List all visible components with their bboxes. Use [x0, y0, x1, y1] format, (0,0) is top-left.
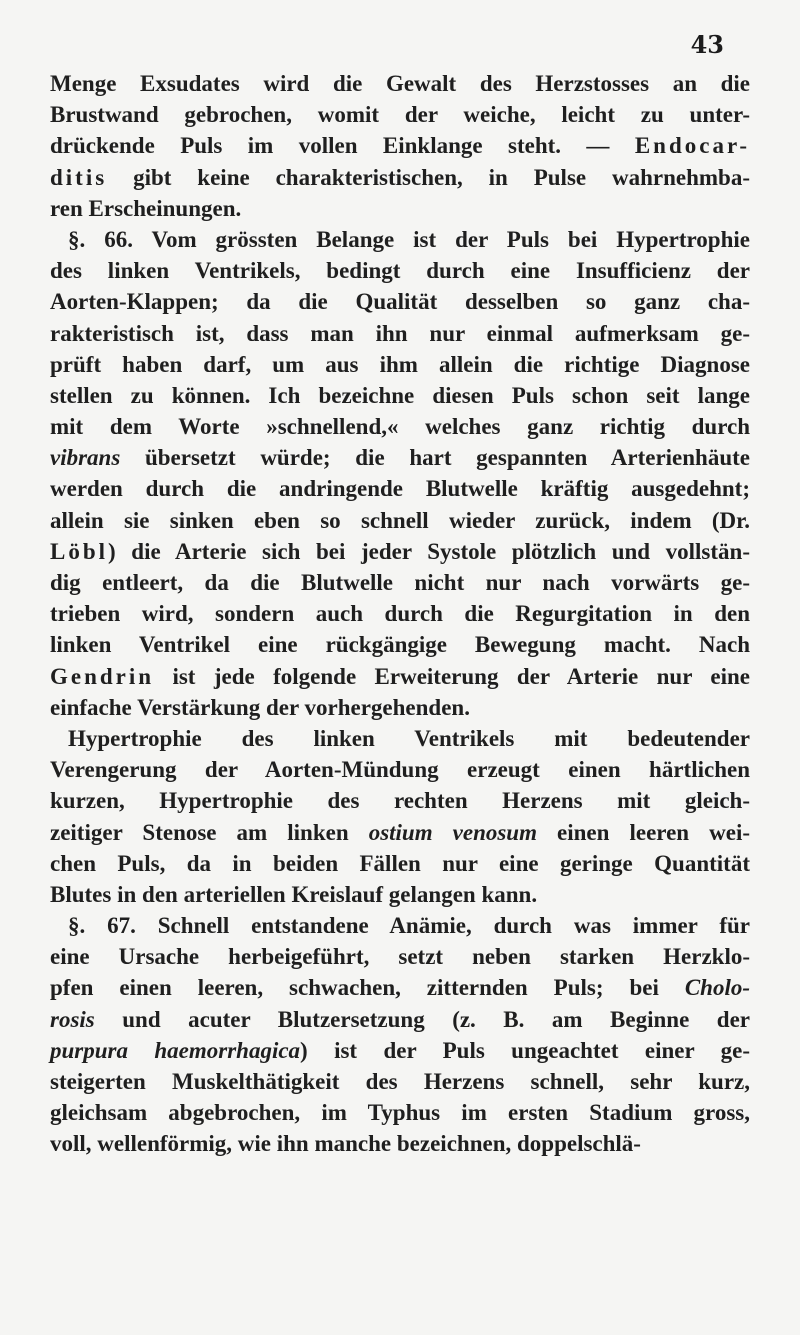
italic-term: vibrans: [50, 445, 121, 471]
text-segment: eine Ursache herbeigeführt, setzt neben starken Herzklo-: [50, 944, 750, 970]
text-line: [50, 411, 750, 442]
text-line: [50, 941, 750, 972]
text-line: [50, 162, 750, 193]
text-segment: drückende Puls im vollen Einklange steht. —: [50, 133, 635, 159]
text-segment: voll, wellenförmig, wie ihn manche bezeichnen, doppelschlä-: [50, 1131, 641, 1157]
italic-term: ostium venosum: [368, 819, 537, 845]
text-line: [50, 1035, 750, 1066]
text-segment: Verengerung der Aorten-Mündung erzeugt einen härtlichen: [50, 757, 750, 783]
text-line: [50, 1097, 750, 1128]
italic-term: rosis: [50, 1006, 95, 1032]
text-segment: pfen einen leeren, schwachen, zitternden Puls; bei: [50, 975, 685, 1001]
text-segment: trieben wird, sondern auch durch die Regurgitation in den: [50, 601, 750, 627]
paragraph: [50, 224, 750, 723]
text-segment: Brustwand gebrochen, womit der weiche, leicht zu unter-: [50, 102, 750, 128]
text-segment: rakteristisch ist, dass man ihn nur einmal aufmerksam ge-: [50, 320, 750, 346]
text-line: [50, 661, 750, 692]
text-line: [50, 1004, 750, 1035]
text-segment: prüft haben darf, um aus ihm allein die richtige Diagnose: [50, 351, 750, 377]
text-line: [50, 1066, 750, 1097]
text-line: [50, 629, 750, 660]
text-line: [50, 723, 750, 754]
text-line: [50, 255, 750, 286]
text-line: [50, 1128, 750, 1159]
text-segment: gleichsam abgebrochen, im Typhus im ersten Stadium gross,: [50, 1100, 750, 1126]
italic-term: Cholo-: [684, 975, 750, 1001]
text-segment: kurzen, Hypertrophie des rechten Herzens mit gleich-: [50, 788, 750, 814]
text-line: [50, 567, 750, 598]
text-segment: einen leeren wei-: [537, 819, 750, 845]
paragraph: [50, 68, 750, 224]
text-line: [50, 598, 750, 629]
text-segment: und acuter Blutzersetzung (z. B. am Beginne der: [94, 1006, 750, 1032]
text-line: [50, 318, 750, 349]
text-line: [50, 380, 750, 411]
text-line: [50, 68, 750, 99]
text-segment: mit dem Worte »schnellend,« welches ganz richtig durch: [50, 414, 750, 440]
text-segment: steigerten Muskelthätigkeit des Herzens schnell, sehr kurz,: [50, 1069, 750, 1094]
page-number: 43: [690, 30, 724, 59]
text-segment: ) die Arterie sich bei jeder Systole plötzlich und vollstän-: [108, 538, 750, 564]
text-line: [50, 848, 750, 879]
text-line: [50, 473, 750, 504]
text-line: [50, 785, 750, 816]
text-segment: dig entleert, da die Blutwelle nicht nur nach vorwärts ge-: [50, 570, 750, 595]
text-segment: ) ist der Puls ungeachtet einer ge-: [300, 1037, 750, 1063]
text-segment: §. 67. Schnell entstandene Anämie, durch was immer für: [68, 913, 750, 939]
text-line: [50, 99, 750, 130]
text-segment: einfache Verstärkung der vorhergehenden.: [50, 694, 470, 720]
spaced-name: Gendrin: [50, 663, 155, 689]
text-line: [50, 224, 750, 255]
text-segment: übersetzt würde; die hart gespannten Arterienhäute: [120, 445, 750, 471]
text-segment: werden durch die andringende Blutwelle kräftig ausgedehnt;: [50, 476, 750, 502]
text-line: [50, 130, 750, 161]
paragraph: [50, 723, 750, 910]
text-line: [50, 349, 750, 380]
text-line: [50, 817, 750, 848]
text-segment: des linken Ventrikels, bedingt durch eine Insufficienz der: [50, 258, 750, 284]
text-segment: gibt keine charakteristischen, in Pulse wahrnehmba-: [107, 164, 750, 190]
text-segment: Hypertrophie des linken Ventrikels mit bedeutender: [68, 725, 750, 751]
body-text: [50, 68, 750, 1160]
text-segment: ren Erscheinungen.: [50, 195, 242, 221]
paragraph: [50, 910, 750, 1160]
text-segment: Blutes in den arteriellen Kreislauf gelangen kann.: [50, 881, 538, 907]
text-line: [50, 692, 750, 723]
text-line: [50, 754, 750, 785]
text-line: [50, 879, 750, 910]
text-segment: Menge Exsudates wird die Gewalt des Herzstosses an die: [50, 71, 750, 96]
italic-term: purpura haemorrhagica: [50, 1037, 301, 1063]
spaced-name: Endocar-: [634, 133, 750, 159]
text-segment: ist jede folgende Erweiterung der Arterie nur eine: [154, 663, 750, 689]
text-segment: stellen zu können. Ich bezeichne diesen Puls schon seit lange: [50, 382, 750, 408]
text-segment: §. 66. Vom grössten Belange ist der Puls bei Hypertrophie: [68, 226, 750, 252]
text-line: [50, 505, 750, 536]
text-line: [50, 536, 750, 567]
spaced-name: Löbl: [50, 538, 109, 564]
text-line: [50, 910, 750, 941]
text-line: [50, 442, 750, 473]
text-segment: Aorten-Klappen; da die Qualität desselben so ganz cha-: [50, 289, 750, 315]
text-line: [50, 286, 750, 317]
text-line: [50, 972, 750, 1003]
text-segment: chen Puls, da in beiden Fällen nur eine geringe Quantität: [50, 850, 750, 876]
text-segment: zeitiger Stenose am linken: [50, 819, 369, 845]
text-segment: allein sie sinken eben so schnell wieder zurück, indem (Dr.: [50, 507, 750, 533]
text-line: [50, 193, 750, 224]
spaced-name: ditis: [50, 164, 108, 190]
text-segment: linken Ventrikel eine rückgängige Bewegung macht. Nach: [50, 632, 750, 658]
